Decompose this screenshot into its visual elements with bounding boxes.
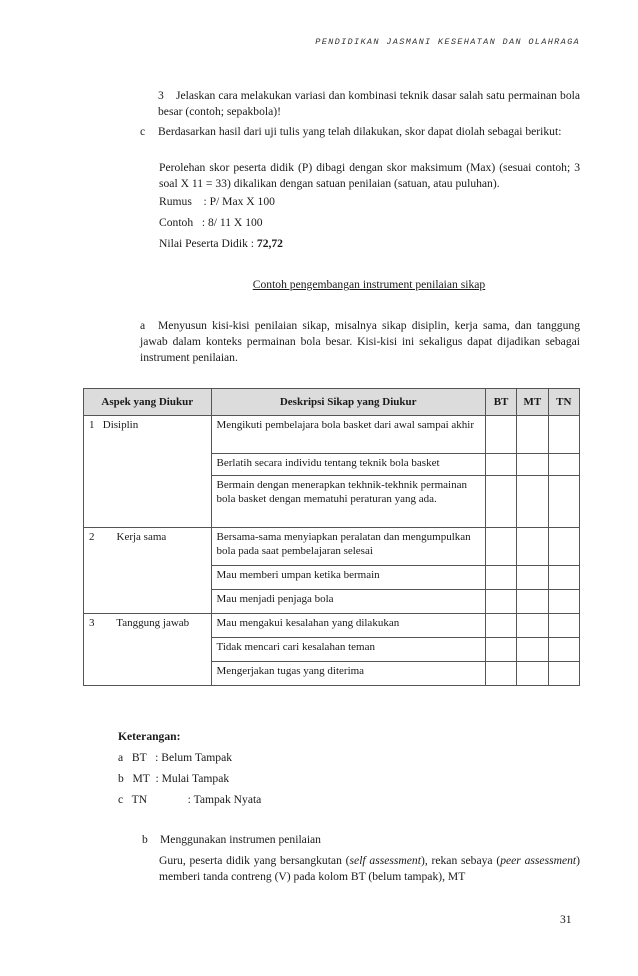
mt-checkbox-cell[interactable] xyxy=(517,590,548,614)
item-c xyxy=(140,124,580,140)
description-cell: Berlatih secara individu tentang teknik bola basket xyxy=(211,454,485,476)
tn-checkbox-cell[interactable] xyxy=(548,590,579,614)
table-header-row xyxy=(84,389,580,416)
description-cell: Mau memberi umpan ketika bermain xyxy=(211,566,485,590)
header-deskripsi: Deskripsi Sikap yang Diukur xyxy=(211,389,485,416)
table-row xyxy=(84,528,580,566)
running-header: PENDIDIKAN JASMANI KESEHATAN DAN OLAHRAGA xyxy=(315,37,580,47)
item-a-text: Menyusun kisi-kisi penilaian sikap, misalnya sikap disiplin, kerja sama, dan tanggung jawab dalam konteks permainan bola besar. Kisi-kisi ini sekaligus dapat dijadikan sebagai instrument penilaian. xyxy=(140,319,580,364)
mt-checkbox-cell[interactable] xyxy=(517,454,548,476)
guru-paragraph xyxy=(159,853,580,885)
item-a xyxy=(140,318,580,366)
tn-checkbox-cell[interactable] xyxy=(548,476,579,528)
aspect-cell: 1 Disiplin xyxy=(84,416,212,528)
contoh-line: Contoh : 8/ 11 X 100 xyxy=(159,216,263,229)
guru-text: ) memberi tanda contreng (V) pada kolom BT (belum tampak), MT xyxy=(159,854,581,883)
mt-checkbox-cell[interactable] xyxy=(517,638,548,662)
item-marker: c xyxy=(140,125,146,138)
bt-checkbox-cell[interactable] xyxy=(485,528,516,566)
keterangan-item: a BT : Belum Tampak xyxy=(118,751,233,764)
item-c-text: Berdasarkan hasil dari uji tulis yang telah dilakukan, skor dapat diolah sebagai berikut: xyxy=(158,125,562,138)
description-cell: Bersama-sama menyiapkan peralatan dan mengumpulkan bola pada saat pembelajaran selesai xyxy=(211,528,485,566)
description-cell: Mau menjadi penjaga bola xyxy=(211,590,485,614)
bt-checkbox-cell[interactable] xyxy=(485,614,516,638)
mt-checkbox-cell[interactable] xyxy=(517,662,548,686)
description-cell: Mau mengakui kesalahan yang dilakukan xyxy=(211,614,485,638)
nilai-label: Nilai Peserta Didik : xyxy=(159,237,257,250)
bt-checkbox-cell[interactable] xyxy=(485,638,516,662)
tn-checkbox-cell[interactable] xyxy=(548,638,579,662)
question-3 xyxy=(158,88,580,120)
item-b-text: Menggunakan instrumen penilaian xyxy=(160,833,321,846)
perolehan-paragraph: Perolehan skor peserta didik (P) dibagi dengan skor maksimum (Max) (sesuai contoh; 3 soal X 11 = 33) dikalikan dengan satuan penilaian (satuan, atau puluhan). xyxy=(159,161,580,190)
mt-checkbox-cell[interactable] xyxy=(517,614,548,638)
description-cell: Mengikuti pembelajara bola basket dari awal sampai akhir xyxy=(211,416,485,454)
tn-checkbox-cell[interactable] xyxy=(548,416,579,454)
header-mt: MT xyxy=(517,389,548,416)
page-number: 31 xyxy=(560,913,572,926)
item-marker: b xyxy=(142,833,148,846)
rumus-line: Rumus : P/ Max X 100 xyxy=(159,195,275,208)
bt-checkbox-cell[interactable] xyxy=(485,416,516,454)
keterangan-title: Keterangan: xyxy=(118,730,181,743)
bt-checkbox-cell[interactable] xyxy=(485,476,516,528)
bt-checkbox-cell[interactable] xyxy=(485,590,516,614)
attitude-assessment-table xyxy=(83,388,580,686)
table-row xyxy=(84,416,580,454)
bt-checkbox-cell[interactable] xyxy=(485,662,516,686)
guru-text: ), rekan sebaya ( xyxy=(420,854,501,867)
item-b xyxy=(142,832,580,848)
tn-checkbox-cell[interactable] xyxy=(548,662,579,686)
bt-checkbox-cell[interactable] xyxy=(485,566,516,590)
mt-checkbox-cell[interactable] xyxy=(517,416,548,454)
question-3-text: Jelaskan cara melakukan variasi dan kombinasi teknik dasar salah satu permainan bola besar (contoh; sepakbola)! xyxy=(158,89,580,118)
item-marker: a xyxy=(140,319,146,332)
header-tn: TN xyxy=(548,389,579,416)
item-marker: 3 xyxy=(158,89,164,102)
bt-checkbox-cell[interactable] xyxy=(485,454,516,476)
guru-text: Guru, peserta didik yang bersangkutan ( xyxy=(159,854,350,867)
header-aspek: Aspek yang Diukur xyxy=(84,389,212,416)
table-row xyxy=(84,614,580,638)
keterangan-item: b MT : Mulai Tampak xyxy=(118,772,230,785)
tn-checkbox-cell[interactable] xyxy=(548,528,579,566)
header-bt: BT xyxy=(485,389,516,416)
description-cell: Bermain dengan menerapkan tekhnik-tekhnik permainan bola basket dengan mematuhi peraturan yang ada. xyxy=(211,476,485,528)
tn-checkbox-cell[interactable] xyxy=(548,454,579,476)
self-assessment-term: self assessment xyxy=(349,854,421,867)
mt-checkbox-cell[interactable] xyxy=(517,476,548,528)
aspect-cell: 2 Kerja sama xyxy=(84,528,212,614)
mt-checkbox-cell[interactable] xyxy=(517,566,548,590)
description-cell: Tidak mencari cari kesalahan teman xyxy=(211,638,485,662)
nilai-line xyxy=(159,236,580,252)
section-title: Contoh pengembangan instrument penilaian sikap xyxy=(252,278,486,291)
peer-assessment-term: peer assessment xyxy=(500,854,577,867)
keterangan-item: c TN : Tampak Nyata xyxy=(118,793,262,806)
description-cell: Mengerjakan tugas yang diterima xyxy=(211,662,485,686)
mt-checkbox-cell[interactable] xyxy=(517,528,548,566)
tn-checkbox-cell[interactable] xyxy=(548,614,579,638)
aspect-cell: 3 Tanggung jawab xyxy=(84,614,212,686)
tn-checkbox-cell[interactable] xyxy=(548,566,579,590)
nilai-value: 72,72 xyxy=(256,237,283,250)
